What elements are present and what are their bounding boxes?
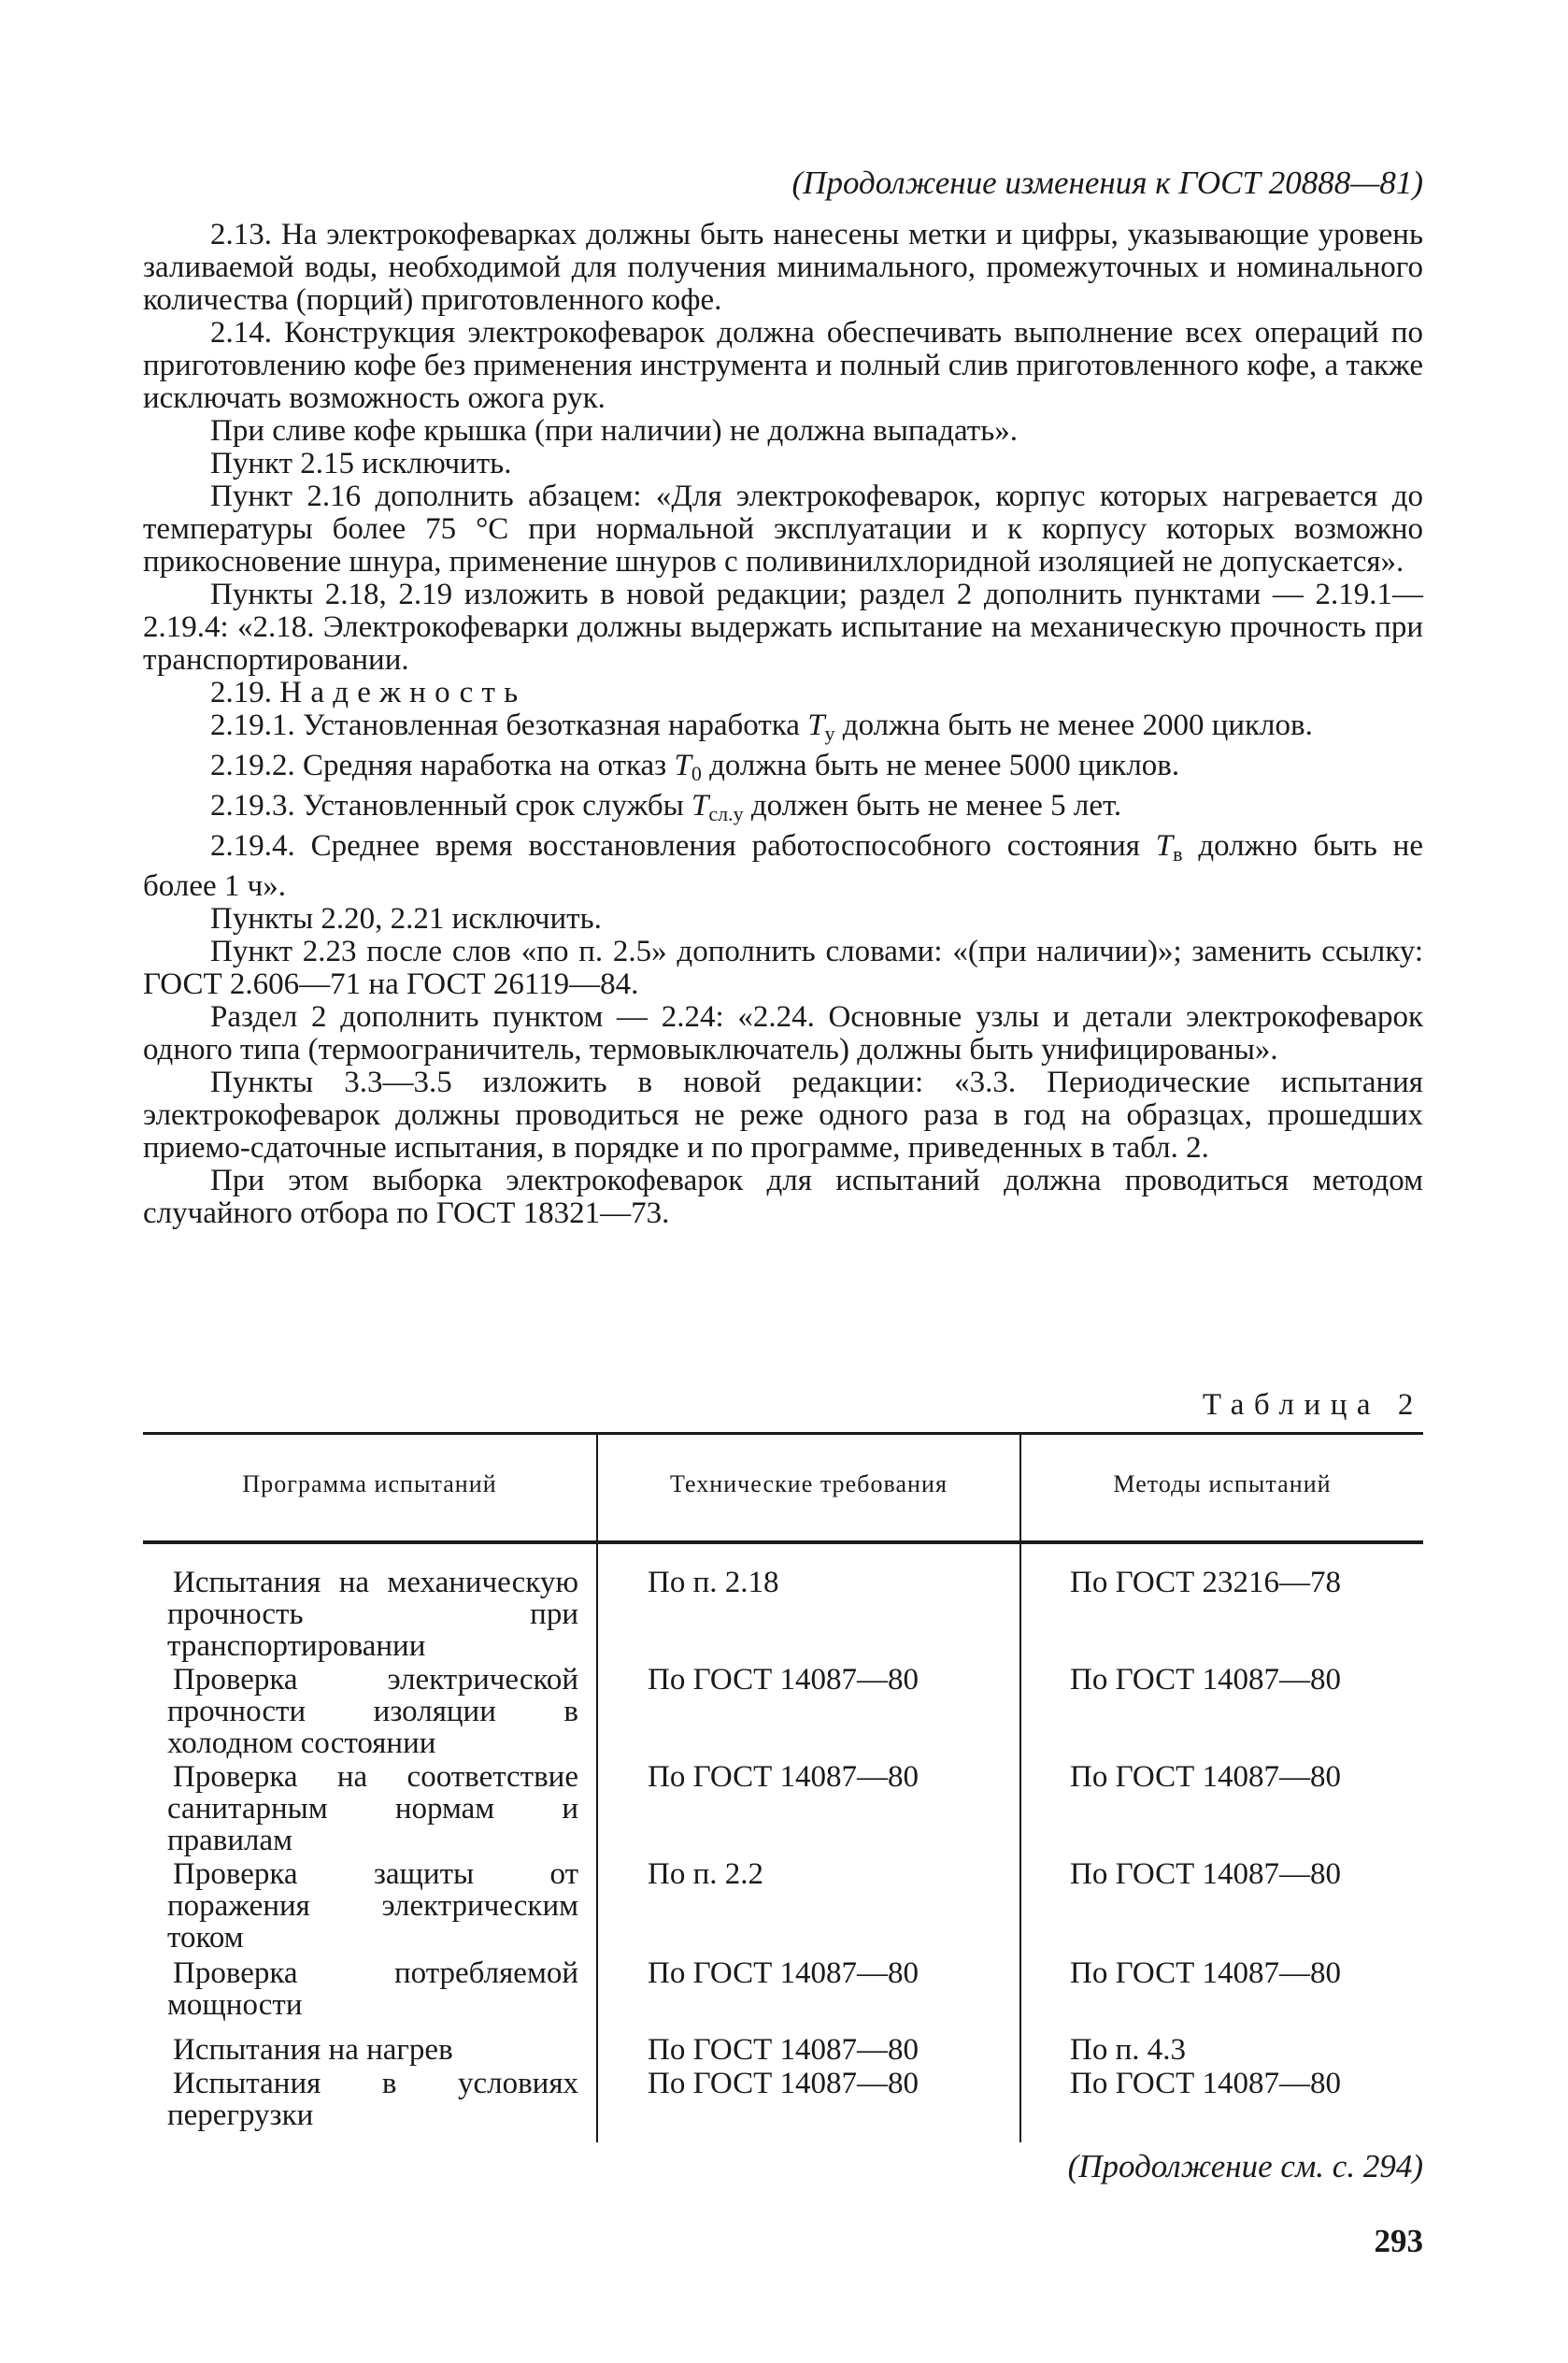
cell-requirements: По п. 2.2 <box>648 1857 763 1891</box>
paragraph-2-19-2 <box>143 750 1423 790</box>
page-number: 293 <box>1374 2223 1423 2259</box>
continuation-note: (Продолжение см. с. 294) <box>1067 2148 1423 2184</box>
cell-methods: По ГОСТ 14087—80 <box>1070 1760 1341 1794</box>
paragraph-2-18: Пункты 2.18, 2.19 изложить в новой редакции; раздел 2 дополнить пунктами — 2.19.1—2.19.4: «2.18. Электрокофеварки должны выдержать испытание на механическую прочность при транспортировании. <box>143 578 1423 677</box>
cell-methods: По ГОСТ 14087—80 <box>1070 1663 1341 1697</box>
cell-program: Проверка на соответствие санитарным нормам и правилам <box>167 1760 578 1857</box>
cell-methods: По ГОСТ 14087—80 <box>1070 2067 1341 2100</box>
paragraph-2-19-2-text: 2.19.2. Средняя наработка на отказ <box>210 749 667 782</box>
paragraph-2-23: Пункт 2.23 после слов «по п. 2.5» дополнить словами: «(при наличии)»; заменить ссылку: ГОСТ 2.606—71 на ГОСТ 26119—84. <box>143 935 1423 1001</box>
paragraph-2-19-1-tail: должна быть не менее 2000 циклов. <box>842 709 1313 742</box>
paragraph-2-19-1 <box>143 709 1423 750</box>
table-title: Таблица 2 <box>1202 1388 1423 1422</box>
paragraph-2-19-number: 2.19. <box>210 676 272 709</box>
paragraph-3-3: Пункты 3.3—3.5 изложить в новой редакции: «3.3. Периодические испытания электрокофеварок должны проводиться не реже одного раза в год на образцах, прошедших приемо-сдаточные испытания, в порядке и по программе, приведенных в табл. 2. <box>143 1066 1423 1165</box>
symbol-t: T <box>674 749 691 782</box>
paragraph-2-19-4-tail: должно быть не более 1 ч». <box>143 829 1423 903</box>
symbol-subscript: 0 <box>691 762 702 785</box>
paragraph-2-20: Пункты 2.20, 2.21 исключить. <box>210 902 602 936</box>
column-header-methods: Методы испытаний <box>1113 1470 1332 1497</box>
paragraph-2-15: Пункт 2.15 исключить. <box>210 447 512 480</box>
paragraph-2-19-2-tail: должна быть не менее 5000 циклов. <box>709 749 1180 782</box>
paragraph-2-19-1-text: 2.19.1. Установленная безотказная наработка <box>210 709 800 742</box>
paragraph-2-19 <box>143 677 1423 709</box>
body-text <box>143 219 1423 1230</box>
section-title-reliability: Надежность <box>279 676 527 709</box>
paragraph-2-14: 2.14. Конструкция электрокофеварок должна обеспечивать выполнение всех операций по приготовлению кофе без применения инструмента и полный слив приготовленного кофе, а также исключать возможность ожога рук. <box>143 316 1423 415</box>
cell-program: Проверка электрической прочности изоляции в холодном состоянии <box>167 1663 578 1760</box>
paragraph-2-19-4-text: 2.19.4. Среднее время восстановления работоспособного состояния <box>210 829 1140 863</box>
symbol-t: T <box>807 709 825 742</box>
cell-methods: По ГОСТ 14087—80 <box>1070 1956 1341 1990</box>
table-header-rule <box>143 1540 1423 1544</box>
table-column-divider <box>1019 1432 1021 2142</box>
symbol-t: T <box>691 789 709 823</box>
paragraph-lid: При сливе кофе крышка (при наличии) не должна выпадать». <box>210 414 1019 448</box>
cell-requirements: По ГОСТ 14087—80 <box>648 1760 919 1794</box>
paragraph-2-19-3-text: 2.19.3. Установленный срок службы <box>210 789 684 823</box>
table-column-divider <box>596 1432 598 2142</box>
cell-methods: По ГОСТ 14087—80 <box>1070 1857 1341 1891</box>
symbol-subscript: в <box>1173 842 1183 866</box>
paragraph-2-24: Раздел 2 дополнить пунктом — 2.24: «2.24. Основные узлы и детали электрокофеварок одного типа (термоограничитель, термовыключатель) должны быть унифицированы». <box>143 1000 1423 1067</box>
cell-requirements: По ГОСТ 14087—80 <box>648 2067 919 2100</box>
cell-program: Проверка потребляемой мощности <box>167 1956 578 2022</box>
column-header-program: Программа испытаний <box>242 1470 497 1497</box>
paragraph-sampling: При этом выборка электрокофеварок для испытаний должна проводиться методом случайного отбора по ГОСТ 18321—73. <box>143 1164 1423 1230</box>
page-header: (Продолжение изменения к ГОСТ 20888—81) <box>791 165 1423 201</box>
symbol-subscript: у <box>824 722 835 745</box>
cell-requirements: По ГОСТ 14087—80 <box>648 1663 919 1697</box>
paragraph-2-19-4 <box>143 830 1423 903</box>
column-header-requirements: Технические требования <box>670 1470 948 1497</box>
paragraph-2-19-3 <box>143 790 1423 830</box>
test-program-table <box>143 1432 1423 2142</box>
cell-requirements: По ГОСТ 14087—80 <box>648 2033 919 2067</box>
paragraph-2-19-3-tail: должен быть не менее 5 лет. <box>750 789 1122 823</box>
cell-requirements: По п. 2.18 <box>648 1566 779 1599</box>
cell-methods: По ГОСТ 23216—78 <box>1070 1566 1341 1599</box>
cell-program: Испытания в условиях перегрузки <box>167 2067 578 2132</box>
paragraph-2-13: 2.13. На электрокофеварках должны быть нанесены метки и цифры, указывающие уровень заливаемой воды, необходимой для получения минимального, промежуточных и номинального количества (порций) приготовленного кофе. <box>143 218 1423 317</box>
symbol-subscript: сл.у <box>708 802 744 825</box>
cell-program: Проверка защиты от поражения электрическим током <box>167 1857 578 1955</box>
symbol-t: T <box>1155 829 1174 863</box>
table-top-rule <box>143 1432 1423 1435</box>
document-page <box>143 0 1423 2363</box>
cell-program: Испытания на нагрев <box>173 2033 453 2067</box>
cell-methods: По п. 4.3 <box>1070 2033 1186 2067</box>
paragraph-2-16: Пункт 2.16 дополнить абзацем: «Для электрокофеварок, корпус которых нагревается до температуры более 75 °С при нормальной эксплуатации и к корпусу которых возможно прикосновение шнура, применение шнуров с поливинилхлоридной изоляцией не допускается». <box>143 480 1423 579</box>
cell-requirements: По ГОСТ 14087—80 <box>648 1956 919 1990</box>
cell-program: Испытания на механическую прочность при транспортировании <box>167 1566 578 1663</box>
